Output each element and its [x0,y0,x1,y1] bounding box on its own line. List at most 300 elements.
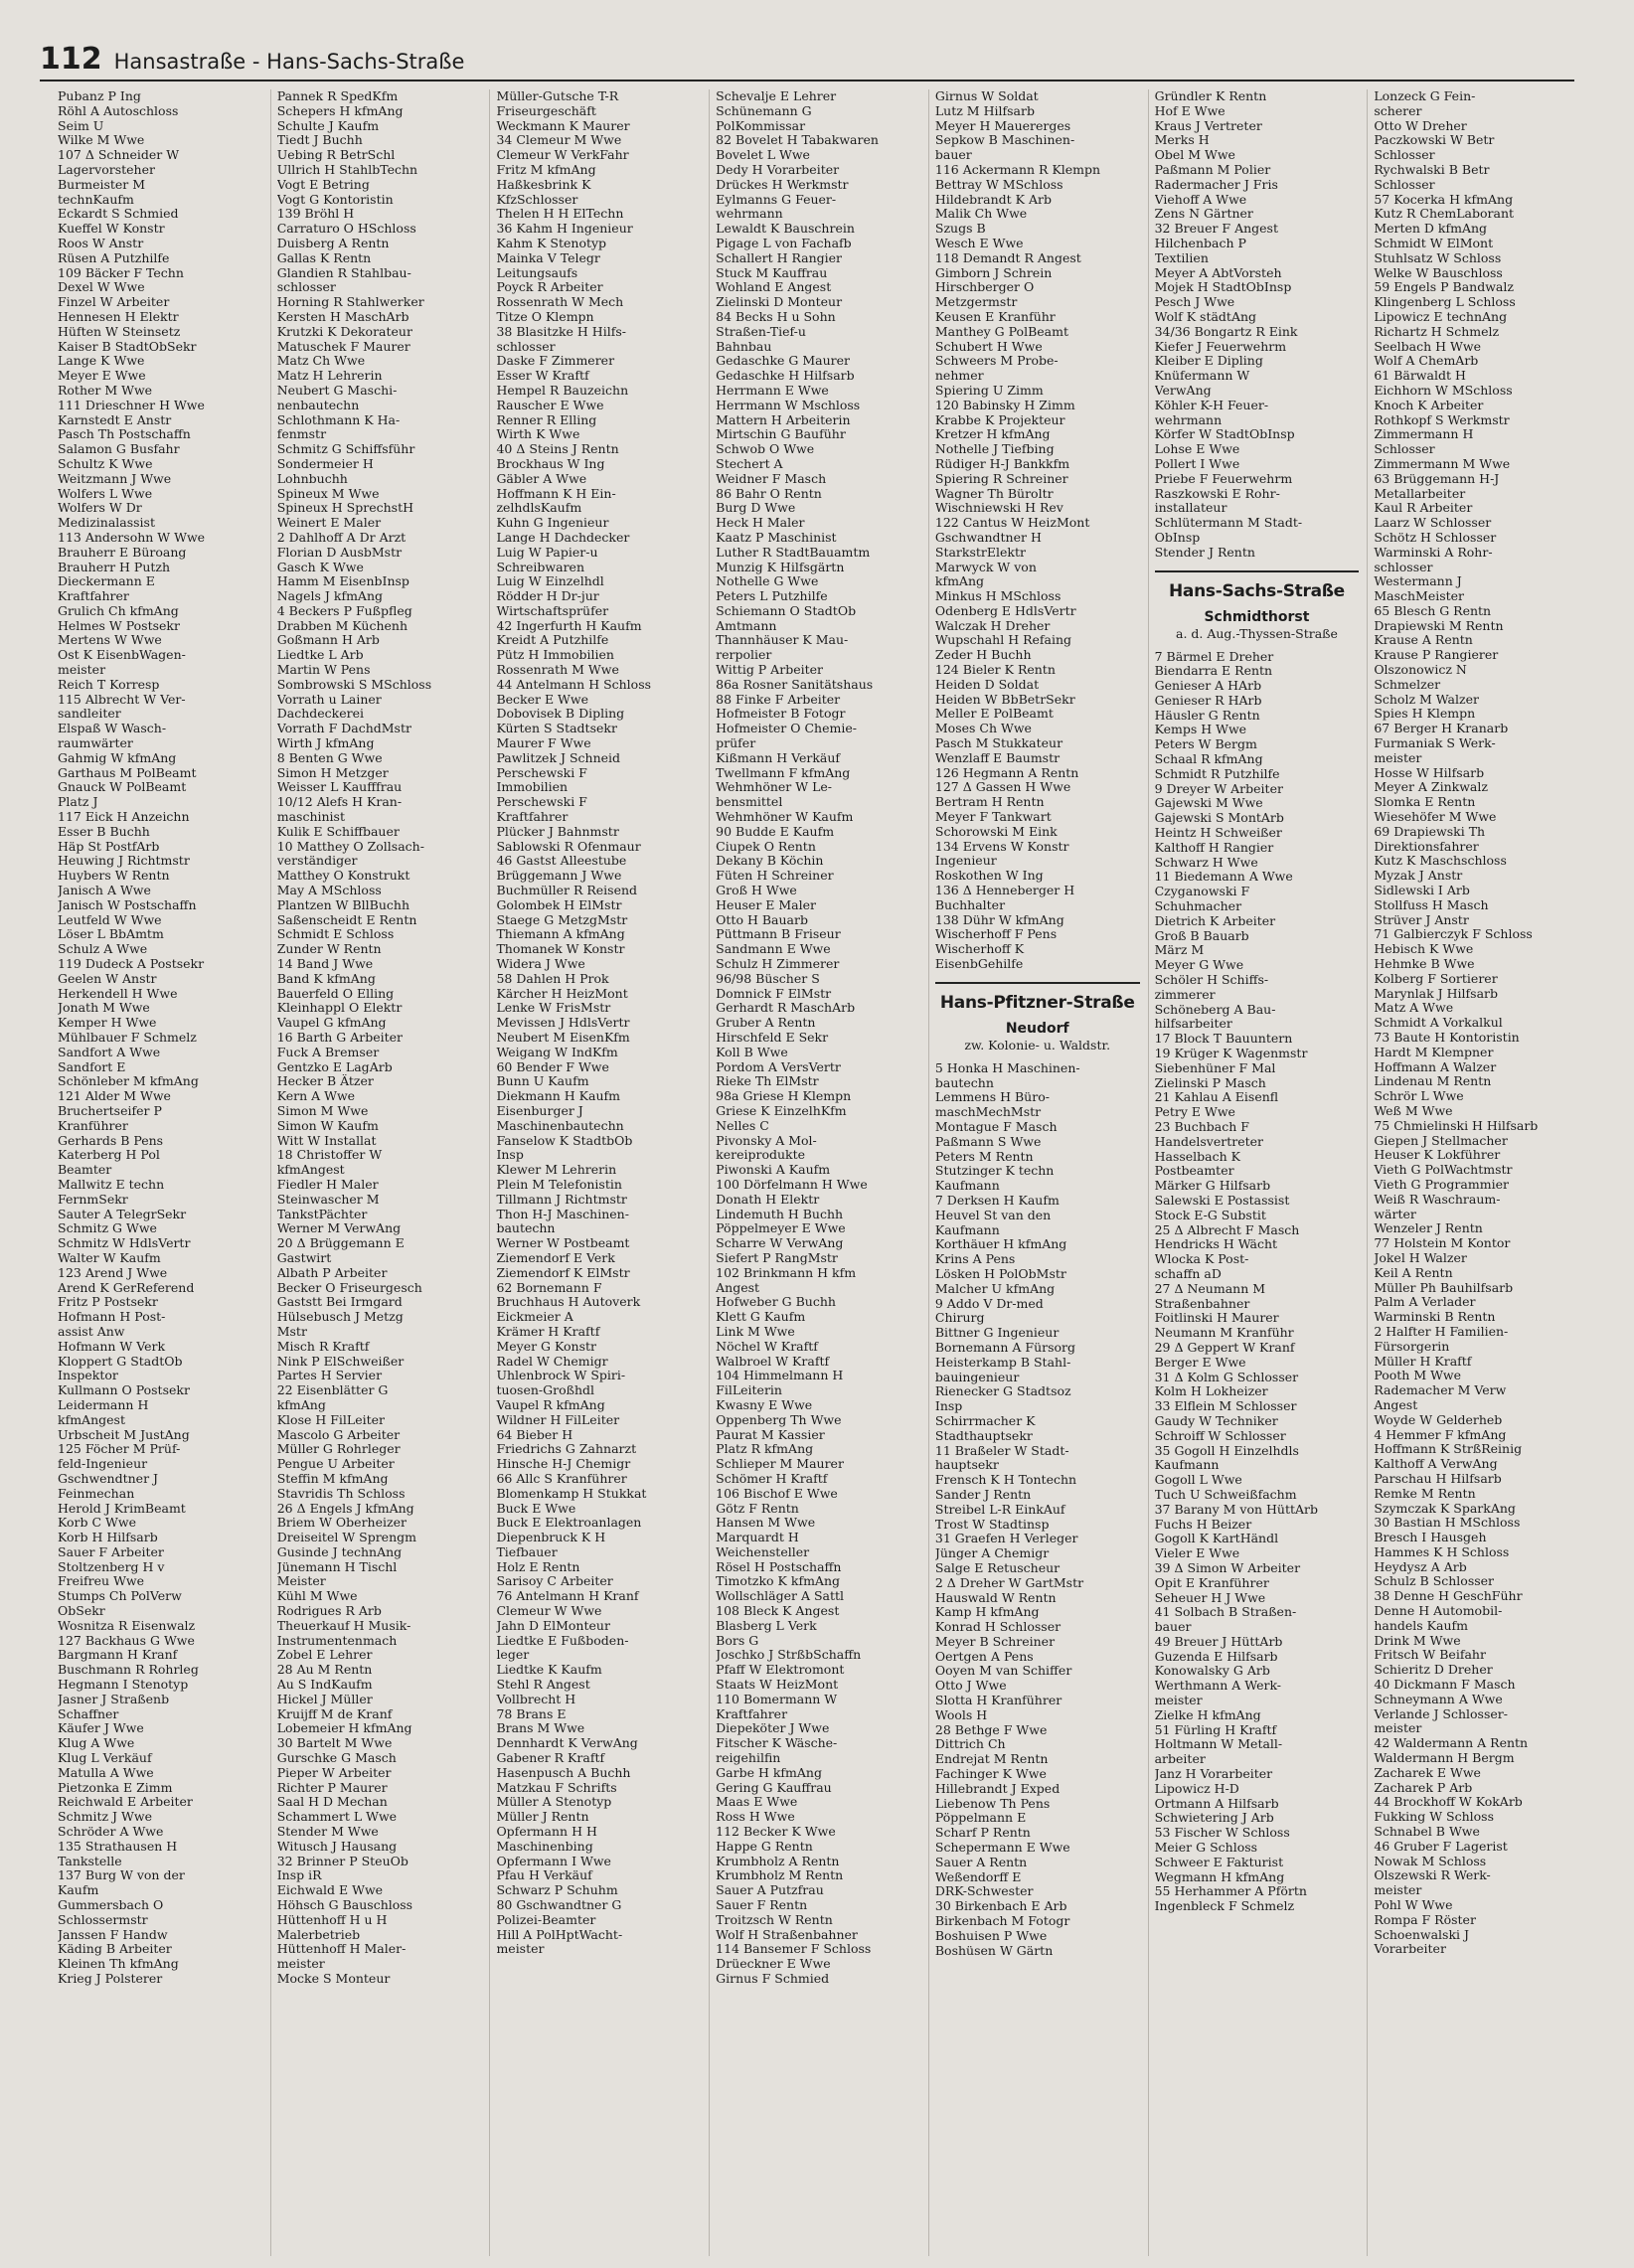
directory-entry: Klug A Wwe [58,1736,135,1751]
directory-entry: Elspaß W Wasch- [58,722,167,736]
directory-entry: 107 Δ Schneider W [58,148,180,163]
directory-entry: Kleiber E Dipling [1154,354,1263,369]
directory-entry: 11 Biedemann A Wwe [1154,870,1293,885]
directory-entry: Nink P ElSchweißer [276,1354,405,1369]
directory-entry: Ziemendorf E Verk [496,1250,615,1265]
directory-entry: Schlosser [1374,177,1435,192]
directory-entry: Warminski A Rohr- [1374,545,1493,560]
directory-entry: Schorowski M Eink [934,824,1058,839]
directory-entry: 124 Bieler K Rentn [934,663,1056,678]
directory-entry: Sauer A Rentn [934,1855,1028,1869]
directory-entry: 96/98 Büscher S [716,971,820,986]
directory-entry: 2 Halfter H Familien- [1374,1324,1509,1339]
directory-entry: Janisch W Postschaffn [58,897,197,912]
directory-entry: Schwarz P Schuhm [496,1883,618,1898]
directory-entry: Hüften W Steinsetz [58,324,181,339]
directory-entry: 10/12 Alefs H Kran- [276,795,403,810]
directory-entry: Angest [716,1280,760,1295]
directory-entry: Knüfermann W [1154,369,1250,384]
directory-entry: Spiering R Schreiner [934,471,1068,486]
column-6-entries-bottom [1155,650,1360,1915]
directory-entry: Liebenow Th Pens [934,1796,1051,1811]
directory-entry: Scharf P Rentn [934,1826,1031,1841]
directory-entry: Weichensteller [716,1544,810,1559]
directory-entry: Klewer M Lehrerin [496,1163,617,1178]
directory-entry: Käding B Arbeiter [58,1942,172,1957]
directory-entry: Dietrich K Arbeiter [1154,913,1276,928]
directory-entry: Kalthoff H Rangier [1154,840,1274,855]
directory-entry: Thiemann A kfmAng [496,927,625,942]
directory-entry: Ross H Wwe [716,1810,795,1825]
directory-entry: Dekany B Köchin [716,854,824,869]
directory-entry: Martin W Pens [276,663,371,678]
directory-entry: nenbautechn [276,398,360,412]
directory-entry: 88 Finke F Arbeiter [716,692,841,707]
street-heading-hans-pfitzner [935,982,1140,1053]
directory-entry: Rodrigues R Arb [276,1604,382,1619]
directory-entry: Hardt M Klempner [1374,1045,1494,1059]
directory-entry: technKaufm [58,192,134,207]
directory-entry: 116 Ackermann R Klempn [934,162,1101,177]
directory-entry: 67 Berger H Kranarb [1374,722,1509,736]
directory-entry: Gaudy W Techniker [1154,1413,1278,1428]
directory-entry: Drückes H Werkmstr [716,177,849,192]
directory-entry: Minkus H MSchloss [934,589,1062,604]
directory-entry: Schwob O Wwe [716,442,815,457]
directory-entry: 122 Cantus W HeizMont [934,516,1090,531]
directory-entry: Rychwalski B Betr [1374,162,1490,177]
directory-entry: Vogt G Kontoristin [276,192,394,207]
directory-entry: DRK-Schwester [934,1884,1034,1899]
directory-entry: Garbe H kfmAng [716,1765,822,1780]
directory-entry: 41 Solbach B Straßen- [1154,1605,1297,1620]
directory-entry: Hasselbach K [1154,1149,1240,1164]
directory-entry: Metzgermstr [934,295,1018,310]
directory-entry: Inspektor [58,1369,118,1383]
directory-entry: Klug L Verkäuf [58,1751,152,1766]
directory-entry: Kemper H Wwe [58,1016,157,1031]
directory-entry: Gasch K Wwe [276,560,364,574]
directory-entry: Lemmens H Büro- [934,1090,1050,1105]
directory-entry: Löser L BbAmtm [58,927,164,942]
directory-entry: Klett G Kaufm [716,1310,806,1325]
directory-entry: Buschmann R Rohrleg [58,1663,199,1678]
directory-entry: zimmerer [1154,987,1216,1002]
directory-entry: Tiedt J Buchh [276,133,363,148]
directory-entry: MaschMeister [1374,589,1465,604]
directory-entry: Märker G Hilfsarb [1154,1179,1271,1194]
directory-entry: Groß B Bauarb [1154,928,1249,943]
directory-entry: Leutfeld W Wwe [58,912,162,927]
directory-entry: Wolf K städtAng [1154,309,1257,324]
directory-entry: Wischerhoff F Pens [934,927,1058,942]
directory-entry: feld-Ingenieur [58,1457,148,1472]
directory-entry: Giepen J Stellmacher [1374,1133,1508,1148]
directory-entry: Marynlak J Hilfsarb [1374,986,1499,1001]
directory-entry: Vieth G PolWachtmstr [1374,1163,1513,1178]
directory-entry: Schönleber M kfmAng [58,1074,199,1089]
directory-entry: Schwietering J Arb [1154,1811,1274,1826]
directory-entry: 16 Barth G Arbeiter [276,1031,404,1045]
directory-entry: Jonath M Wwe [58,1001,150,1016]
directory-entry: Parschau H Hilfsarb [1374,1471,1502,1486]
directory-entry: Leidermann H [58,1397,149,1412]
directory-entry: Hofweber G Buchh [716,1295,836,1310]
directory-entry: Heuser E Maler [716,897,816,912]
directory-entry: Fritz P Postsekr [58,1295,158,1310]
directory-entry: Vollbrecht H [496,1692,576,1706]
directory-entry: Schöneberg A Bau- [1154,1002,1276,1017]
directory-entry: Luig W Einzelhdl [496,574,604,589]
street-title: Hans-Sachs-Straße [1168,580,1345,601]
directory-entry: Freifreu Wwe [58,1574,145,1589]
directory-entry: Manthey G PolBeamt [934,324,1068,339]
directory-entry: Czyganowski F [1154,885,1250,899]
directory-entry: Kloppert G StadtOb [58,1354,183,1369]
directory-entry: Meyer E Wwe [58,369,146,384]
directory-entry: Jünemann H Tischl [276,1559,398,1574]
directory-entry: Pollert I Wwe [1154,456,1240,471]
directory-entry: 118 Demandt R Angest [934,250,1081,265]
directory-entry: verständiger [276,854,358,869]
directory-entry: Lindenau M Rentn [1374,1074,1492,1089]
directory-entry: 17 Block T Bauuntern [1154,1032,1293,1047]
directory-entry: Heuvel St van den [934,1208,1052,1222]
page-header [40,38,1574,81]
directory-entry: Kraftfahrer [58,589,129,604]
directory-entry: Drapiewski M Rentn [1374,618,1504,633]
directory-entry: Diepenbruck K H [496,1531,606,1545]
directory-entry: meister [1154,1694,1203,1708]
directory-entry: 73 Baute H Kontoristin [1374,1031,1520,1045]
directory-entry: Mallwitz E techn [58,1177,165,1192]
directory-entry: Brans M Wwe [496,1721,585,1736]
directory-entry: Hirschfeld E Sekr [716,1031,829,1045]
directory-entry: Fuchs H Beizer [1154,1517,1252,1532]
directory-entry: Stehl R Angest [496,1678,590,1693]
directory-entry: Marquardt H [716,1531,799,1545]
directory-entry: Westermann J [1374,574,1462,589]
directory-entry: Bertram H Rentn [934,795,1045,810]
directory-entry: raumwärter [58,736,133,751]
directory-entry: Kranführer [58,1118,128,1133]
directory-entry: Schiemann O StadtOb [716,603,857,618]
directory-entry: Gschwendtner J [58,1471,159,1486]
directory-entry: Instrumentenmach [276,1633,398,1648]
directory-entry: Werner W Postbeamt [496,1236,630,1251]
directory-column-1 [58,89,262,2256]
directory-entry: Kutz K Maschschloss [1374,854,1507,869]
directory-entry: Spies H Klempn [1374,707,1476,722]
directory-entry: Bunn U Kaufm [496,1074,589,1089]
directory-entry: Seelbach H Wwe [1374,339,1481,354]
directory-entry: Hoffmann K StrßReinig [1374,1442,1523,1457]
directory-entry: Gentzko E LagArb [276,1059,393,1074]
directory-entry: EisenbGehilfe [934,957,1024,972]
directory-entry: Rothkopf S Werkmstr [1374,412,1510,427]
directory-entry: Handelsvertreter [1154,1134,1264,1149]
page-title: Hansastraße - Hans-Sachs-Straße [113,50,465,74]
directory-entry: Gäbler A Wwe [496,471,587,486]
directory-entry: Krabbe K Projekteur [934,412,1065,427]
directory-entry: Kulik E Schiffbauer [276,824,400,839]
column-5-entries-top [935,89,1140,972]
directory-entry: Medizinalassist [58,516,155,531]
directory-entry: Horning R Stahlwerker [276,295,424,310]
directory-entry: Fanselow K StadtbOb [496,1133,633,1148]
directory-entry: Malerbetrieb [276,1927,361,1942]
directory-entry: Paurat M Kassier [716,1427,825,1442]
directory-entry: Schröder A Wwe [58,1825,164,1840]
directory-entry: Maurer F Wwe [496,736,591,751]
directory-entry: Korthäuer H kfmAng [934,1237,1067,1252]
directory-entry: Stutzinger K techn [934,1164,1055,1179]
directory-entry: Gastwirt [276,1250,332,1265]
directory-entry: Perschewski F [496,765,587,780]
directory-entry: Boshüsen W Gärtn [934,1943,1054,1958]
directory-entry: Troitzsch W Rentn [716,1912,833,1927]
directory-entry: Glandien R Stahlbau- [276,265,411,280]
directory-entry: Poyck R Arbeiter [496,280,603,295]
directory-entry: 106 Bischof E Wwe [716,1486,838,1501]
directory-entry: Griese K EinzelhKfm [716,1103,847,1118]
directory-entry: 75 Chmielinski H Hilfsarb [1374,1118,1539,1133]
directory-entry: 26 Δ Engels J kfmAng [276,1501,414,1516]
directory-entry: Saal H D Mechan [276,1795,388,1810]
directory-entry: Matzkau F Schrifts [496,1780,617,1795]
directory-entry: Vaupel R kfmAng [496,1397,605,1412]
directory-entry: Obel M Wwe [1154,148,1235,163]
directory-entry: Weisser L Kaufffrau [276,780,403,795]
directory-entry: 4 Hemmer F kfmAng [1374,1427,1507,1442]
directory-entry: 114 Bansemer F Schloss [716,1942,872,1957]
directory-entry: 8 Benten G Wwe [276,750,383,765]
directory-entry: Seheuer H J Wwe [1154,1590,1266,1605]
directory-entry: Gallas K Rentn [276,250,372,265]
directory-entry: Kaul R Arbeiter [1374,501,1473,516]
directory-entry: Vogt E Betring [276,177,370,192]
directory-entry: Feinmechan [58,1486,135,1501]
directory-entry: Meyer G Wwe [1154,958,1244,973]
directory-entry: 58 Dahlen H Prok [496,971,609,986]
directory-entry: März M [1154,943,1205,958]
directory-entry: Vaupel G kfmAng [276,1016,387,1031]
directory-entry: Mocke S Monteur [276,1972,391,1986]
directory-entry: 20 Δ Brüggemann E [276,1236,405,1251]
directory-entry: Otto H Bauarb [716,912,808,927]
street-heading-hans-sachs [1155,570,1360,642]
directory-entry: 22 Eisenblätter G [276,1383,389,1398]
directory-entry: Myzak J Anstr [1374,869,1463,884]
directory-entry: Ziemendorf K ElMstr [496,1265,630,1280]
directory-entry: Sauer F Rentn [716,1898,808,1913]
directory-entry: Witusch J Hausang [276,1839,398,1854]
directory-entry: Viehoff A Wwe [1154,192,1247,207]
directory-entry: Timotzko K kfmAng [716,1574,840,1589]
directory-entry: KfzSchlosser [496,192,578,207]
directory-entry: Kärcher H HeizMont [496,986,628,1001]
directory-entry: Schepermann E Wwe [934,1841,1070,1856]
directory-entry: Füten H Schreiner [716,869,834,884]
directory-entry: Zimmermann H [1374,427,1474,442]
directory-entry: Steinwascher M [276,1192,380,1207]
directory-entry: Ooyen M van Schiffer [934,1664,1072,1679]
directory-entry: Holtmann W Metall- [1154,1737,1283,1752]
directory-entry: Oppenberg Th Wwe [716,1412,842,1427]
directory-entry: Laarz W Schlosser [1374,516,1492,531]
directory-entry: Titze O Klempn [496,309,594,324]
directory-entry: Nelles C [716,1118,769,1133]
directory-entry: Röhl A Autoschloss [58,103,179,118]
directory-entry: 134 Ervens W Konstr [934,839,1069,854]
directory-entry: Schieritz D Dreher [1374,1663,1493,1678]
directory-entry: 37 Barany M von HüttArb [1154,1502,1319,1517]
directory-entry: ObInsp [1154,530,1201,545]
directory-entry: Kaufmann [1154,1458,1220,1473]
directory-entry: Piwonski A Kaufm [716,1163,831,1178]
directory-entry: Nothelle G Wwe [716,574,819,589]
directory-entry: Gedaschke G Maurer [716,354,851,369]
directory-entry: Pohl W Wwe [1374,1898,1453,1913]
directory-entry: Müller A Stenotyp [496,1795,612,1810]
directory-entry: Sondermeier H [276,456,374,471]
directory-entry: Textilien [1154,250,1209,265]
directory-entry: Hosse W Hilfsarb [1374,765,1485,780]
directory-entry: Meyer A AbtVorsteh [1154,265,1282,280]
directory-entry: 5 Honka H Maschinen- [934,1060,1080,1075]
directory-entry: Plein M Telefonistin [496,1177,622,1192]
directory-entry: Herrmann W Mschloss [716,398,861,412]
directory-entry: Welke W Bauschloss [1374,265,1503,280]
directory-entry: Herkendell H Wwe [58,986,178,1001]
directory-entry: Kreidt A Putzhilfe [496,633,609,648]
directory-entry: Dennhardt K VerwAng [496,1736,638,1751]
directory-entry: Clemeur W VerkFahr [496,148,629,163]
directory-entry: Malik Ch Wwe [934,207,1028,222]
directory-entry: Meller E PolBeamt [934,707,1054,722]
directory-entry: Nagels J kfmAng [276,589,384,604]
directory-entry: Stadthauptsekr [934,1428,1033,1443]
directory-entry: Stollfuss H Masch [1374,897,1489,912]
directory-entry: Wenzlaff E Baumstr [934,750,1061,765]
directory-entry: Matuschek F Maurer [276,339,410,354]
directory-entry: Paßmann M Polier [1154,162,1271,177]
directory-entry: Sandmann E Wwe [716,942,831,957]
directory-entry: Gogoll K KartHändl [1154,1532,1279,1546]
directory-entry: scherer [1374,103,1422,118]
directory-entry: Zens N Gärtner [1154,207,1253,222]
directory-entry: bautechn [496,1221,556,1236]
directory-entry: Opit E Kranführer [1154,1575,1269,1590]
directory-entry: Siebenhüner F Mal [1154,1060,1276,1075]
directory-entry: bauingenieur [934,1370,1020,1384]
directory-entry: Jahn D ElMonteur [496,1618,610,1633]
directory-entry: Tuch U Schweißfachm [1154,1487,1297,1502]
directory-entry: rerpolier [716,648,772,663]
directory-entry: Stuck M Kauffrau [716,265,828,280]
directory-entry: 38 Blasitzke H Hilfs- [496,324,626,339]
directory-entry: 30 Bartelt M Wwe [276,1736,393,1751]
directory-entry: Brockhaus W Ing [496,456,605,471]
directory-entry: Mertens W Wwe [58,633,162,648]
directory-entry: Brauherr E Büroang [58,545,187,560]
directory-entry: 46 Gastst Alleestube [496,854,627,869]
directory-entry: Wolfers W Dr [58,501,142,516]
directory-entry: Körfer W StadtObInsp [1154,427,1295,442]
directory-entry: Lipowicz H-D [1154,1781,1239,1796]
directory-entry: Odenberg E HdlsVertr [934,603,1076,618]
directory-entry: Neubert G Maschi- [276,383,398,398]
directory-entry: Sarisoy C Arbeiter [496,1574,613,1589]
directory-entry: Schmidt R Putzhilfe [1154,766,1280,781]
directory-entry: Müller Ph Bauhilfsarb [1374,1280,1514,1295]
directory-entry: Dreiseitel W Sprengm [276,1531,416,1545]
directory-entry: Diekmann H Kaufm [496,1089,621,1104]
directory-entry: Hill A PolHptWacht- [496,1927,623,1942]
directory-entry: Pietzonka E Zimm [58,1780,173,1795]
directory-entry: Peters L Putzhilfe [716,589,828,604]
directory-entry: Eisenburger J [496,1103,583,1118]
directory-entry: Postbeamter [1154,1164,1234,1179]
directory-entry: 2 Δ Dreher W GartMstr [934,1575,1084,1590]
directory-entry: Weinert E Maler [276,516,382,531]
directory-entry: Spineux H SprechstH [276,501,414,516]
directory-entry: Salamon G Busfahr [58,442,180,457]
directory-entry: 120 Babinsky H Zimm [934,398,1075,412]
directory-entry: Kamp H kfmAng [934,1605,1040,1620]
directory-entry: Simon W Kaufm [276,1118,379,1133]
directory-entry: 119 Dudeck A Postsekr [58,957,205,972]
directory-entry: Steffin M kfmAng [276,1471,389,1486]
directory-entry: Wirth K Wwe [496,427,580,442]
directory-entry: Hempel R Bauzeichn [496,383,629,398]
directory-entry: Schmitz G Schiffsführ [276,442,415,457]
directory-entry: Matz Ch Wwe [276,354,366,369]
directory-entry: Rauscher E Wwe [496,398,604,412]
directory-entry: Zielinski D Monteur [716,295,843,310]
directory-entry: 9 Addo V Dr-med [934,1296,1044,1311]
directory-entry: Walter W Kaufm [58,1250,161,1265]
directory-entry: maschMechMstr [934,1105,1042,1120]
directory-entry: Krins A Pens [934,1252,1016,1267]
directory-entry: Berger E Wwe [1154,1355,1246,1370]
directory-entry: Ciupek O Rentn [716,839,816,854]
directory-entry: Gurschke G Masch [276,1751,397,1766]
directory-entry: wärter [1374,1207,1416,1221]
directory-entry: Schulz H Zimmerer [716,957,840,972]
directory-entry: Tiefbauer [496,1544,558,1559]
directory-entry: Vorrath F DachdMstr [276,722,411,736]
directory-entry: Wegmann H kfmAng [1154,1869,1285,1884]
directory-entry: Eickmeier A [496,1310,573,1325]
directory-entry: Lange H Dachdecker [496,530,630,545]
directory-entry: Slotta H Kranführer [934,1694,1062,1708]
directory-entry: Hehmke B Wwe [1374,957,1475,972]
directory-entry: Buck E Wwe [496,1501,576,1516]
directory-entry: 90 Budde E Kaufm [716,824,835,839]
directory-entry: Hillebrandt J Exped [934,1781,1061,1796]
directory-entry: Zielinski P Masch [1154,1075,1266,1090]
directory-entry: 46 Gruber F Lagerist [1374,1839,1508,1854]
directory-entry: Liedtke K Kaufm [496,1663,602,1678]
directory-entry: Schlosser [1374,442,1435,457]
directory-entry: Brauherr H Putzh [58,560,171,574]
directory-entry: Amtmann [716,618,777,633]
directory-entry: Mevissen J HdlsVertr [496,1016,630,1031]
directory-entry: Marwyck W von [934,560,1037,574]
directory-entry: Beamter [58,1163,112,1178]
directory-entry: Eichhorn W MSchloss [1374,383,1513,398]
